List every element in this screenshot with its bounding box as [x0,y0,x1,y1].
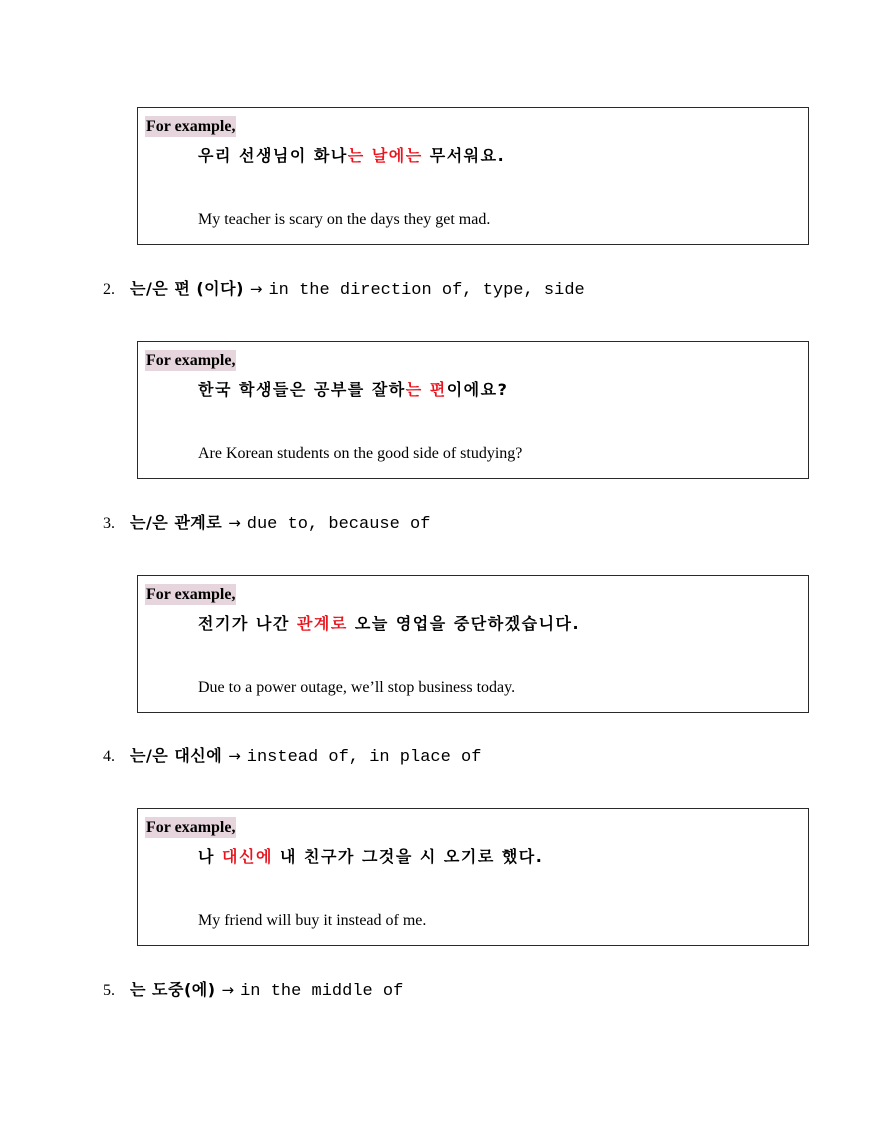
item-number: 4. [103,748,115,765]
korean-text: 나 [198,847,223,866]
grammar-item-3 [103,510,430,538]
korean-text: 우리 선생님이 화나 [198,146,348,165]
korean-text: 오늘 영업을 중단하겠습니다. [347,614,581,633]
korean-text: 한국 학생들은 공부를 잘하 [198,380,406,399]
korean-text: 전기가 나간 [198,614,297,633]
korean-text: 무서워요. [422,146,506,165]
korean-text: 내 친구가 그것을 시 오기로 했다. [272,847,544,866]
grammar-item-5 [103,977,403,1005]
arrow-icon: → [249,280,263,298]
example-box-3 [137,575,809,713]
grammar-item-4 [103,743,481,771]
item-pattern: 는 도중(에) [130,980,216,999]
example-label: For example, [146,118,236,135]
arrow-icon: → [228,747,241,765]
korean-sentence [198,144,505,168]
example-box-1 [137,107,809,245]
english-translation: Due to a power outage, we’ll stop business today. [198,679,516,696]
english-translation: My teacher is scary on the days they get mad. [198,211,491,228]
arrow-icon: → [228,514,241,532]
arrow-icon: → [221,981,235,999]
example-box-2 [137,341,809,479]
item-meaning: in the middle of [240,982,404,1001]
item-number: 5. [103,982,115,999]
example-label: For example, [146,586,236,603]
item-pattern: 는/은 편 (이다) [130,279,244,298]
korean-sentence [198,612,580,636]
item-pattern: 는/은 관계로 [130,513,223,532]
english-translation: Are Korean students on the good side of studying? [198,445,523,462]
korean-sentence [198,845,543,869]
item-meaning: due to, because of [246,515,431,534]
example-label: For example, [146,819,236,836]
korean-text: 이에요? [446,380,509,399]
korean-highlight: 는 날에는 [347,146,423,165]
grammar-item-2 [103,276,585,304]
korean-highlight: 관계로 [296,614,348,633]
korean-sentence [198,378,508,402]
korean-highlight: 대신에 [222,847,273,866]
example-label: For example, [146,352,236,369]
item-pattern: 는/은 대신에 [130,746,223,765]
item-number: 2. [103,281,115,298]
item-number: 3. [103,515,115,532]
item-meaning: instead of, in place of [246,748,482,767]
item-meaning: in the direction of, type, side [268,281,585,300]
korean-highlight: 는 편 [405,380,447,399]
example-box-4 [137,808,809,946]
english-translation: My friend will buy it instead of me. [198,912,427,929]
